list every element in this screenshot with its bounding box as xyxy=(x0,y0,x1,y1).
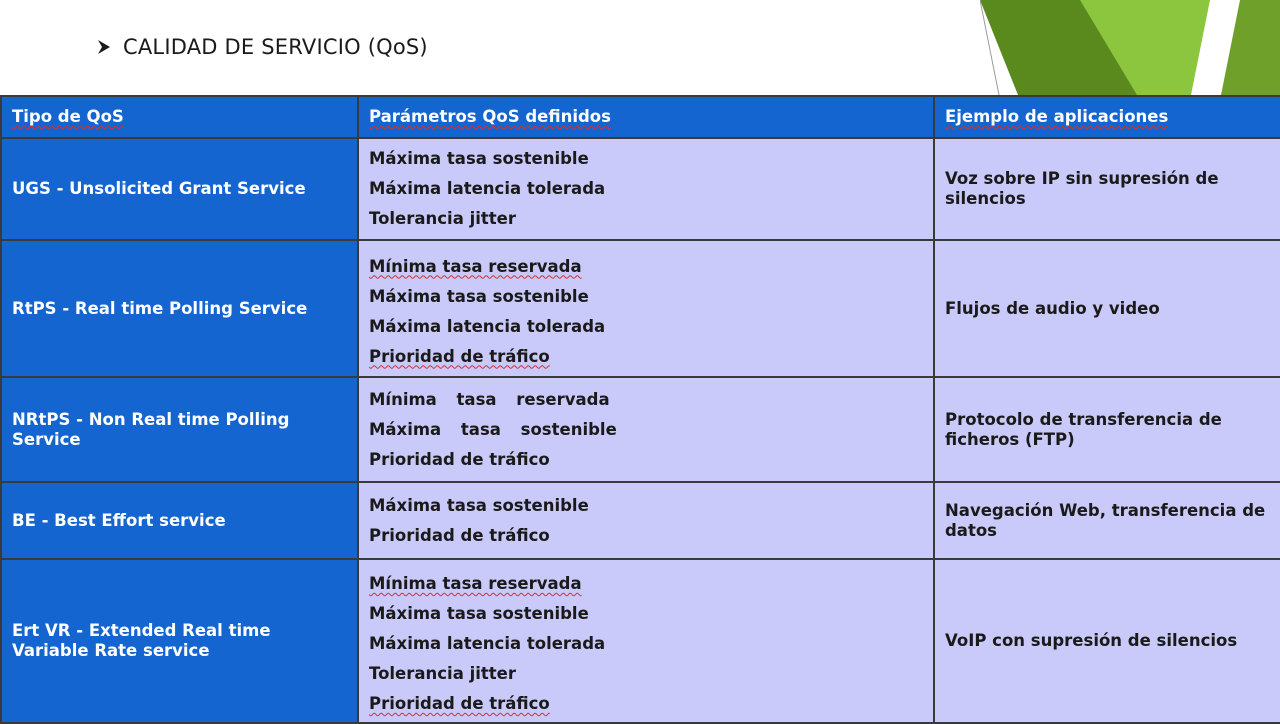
param-item: Máxima latencia tolerada xyxy=(369,634,606,653)
row-apps: VoIP con supresión de silencios xyxy=(934,559,1280,723)
slide-title: CALIDAD DE SERVICIO (QoS) xyxy=(123,35,428,59)
row-apps: Navegación Web, transferencia de datos xyxy=(934,482,1280,559)
param-item: Tolerancia jitter xyxy=(369,209,516,228)
param-item: Máxima tasa sostenible xyxy=(369,604,589,623)
row-params xyxy=(358,482,934,559)
param-item: Máxima latencia tolerada xyxy=(369,316,606,336)
row-type: NRtPS - Non Real time Polling Service xyxy=(1,377,358,482)
table-row-ugs xyxy=(1,138,1280,240)
param-item: Prioridad de tráfico xyxy=(369,449,550,469)
table-row-nrtps xyxy=(1,377,1280,482)
row-params xyxy=(358,559,934,723)
table-row-rtps xyxy=(1,240,1280,377)
row-apps: Voz sobre IP sin supresión de silencios xyxy=(934,138,1280,240)
param-item: Máxima tasa sostenible xyxy=(369,286,589,306)
param-item: Máxima tasa sostenible xyxy=(369,419,617,439)
param-item: Mínima tasa reservada xyxy=(369,256,582,276)
row-apps: Protocolo de transferencia de ficheros (FTP) xyxy=(934,377,1280,482)
row-type: RtPS - Real time Polling Service xyxy=(1,240,358,377)
param-item: Prioridad de tráfico xyxy=(369,694,550,713)
row-apps: Flujos de audio y video xyxy=(934,240,1280,377)
param-item: Máxima latencia tolerada xyxy=(369,179,606,198)
qos-table xyxy=(0,95,1280,724)
table-row-ertvr xyxy=(1,559,1280,723)
param-item: Mínima tasa reservada xyxy=(369,389,610,409)
row-params xyxy=(358,377,934,482)
row-type: BE - Best Effort service xyxy=(1,482,358,559)
param-item: Máxima tasa sostenible xyxy=(369,149,589,168)
param-item: Prioridad de tráfico xyxy=(369,525,550,545)
row-params xyxy=(358,138,934,240)
param-item: Mínima tasa reservada xyxy=(369,574,582,593)
row-type: Ert VR - Extended Real time Variable Rate service xyxy=(1,559,358,723)
param-item: Tolerancia jitter xyxy=(369,664,516,683)
header-type: Tipo de QoS xyxy=(1,96,358,138)
decorative-green-shapes xyxy=(980,0,1280,100)
row-type: UGS - Unsolicited Grant Service xyxy=(1,138,358,240)
header-params: Parámetros QoS definidos xyxy=(358,96,934,138)
table-header-row xyxy=(1,96,1280,138)
table-row-be xyxy=(1,482,1280,559)
green-shape-mid xyxy=(1220,0,1280,100)
param-item: Prioridad de tráfico xyxy=(369,346,550,366)
slide-title-bar xyxy=(95,32,428,62)
header-apps: Ejemplo de aplicaciones xyxy=(934,96,1280,138)
row-params xyxy=(358,240,934,377)
param-item: Máxima tasa sostenible xyxy=(369,495,589,515)
arrow-bullet-icon xyxy=(95,38,113,56)
